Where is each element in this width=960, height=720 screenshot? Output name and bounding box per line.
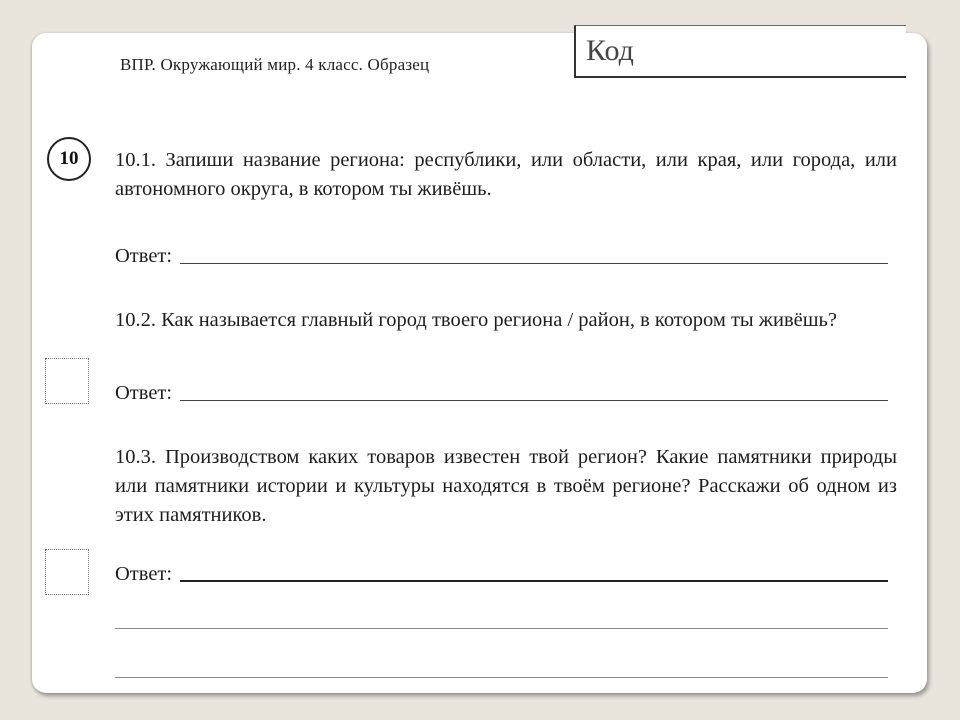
answer-extra-line[interactable] xyxy=(115,628,888,629)
answer-row-10-1[interactable] xyxy=(115,240,888,268)
worksheet-page xyxy=(32,33,927,693)
page-header-title: ВПР. Окружающий мир. 4 класс. Образец xyxy=(120,55,430,74)
code-label: Код xyxy=(586,34,634,67)
question-10-3-text: 10.3. Производством каких товаров известен твой регион? Какие памятники природы или памятники истории и культуры находятся в твоём регионе? Расскажи об одном из этих памятников. xyxy=(115,446,897,526)
score-box-10-2[interactable] xyxy=(45,358,89,404)
answer-label: Ответ: xyxy=(115,563,173,585)
question-10-1-text: 10.1. Запиши название региона: республики, или области, или края, или города, или автономного округа, в котором ты живёшь. xyxy=(115,149,897,200)
answer-line[interactable] xyxy=(180,399,888,401)
code-box xyxy=(574,25,906,78)
answer-row-10-2[interactable] xyxy=(115,377,888,405)
answer-extra-line[interactable] xyxy=(115,677,888,678)
answer-label: Ответ: xyxy=(115,382,173,404)
score-box-10-3[interactable] xyxy=(45,549,89,595)
question-10-2-text: 10.2. Как называется главный город твоего региона / район, в котором ты живёшь? xyxy=(115,309,837,331)
answer-line[interactable] xyxy=(180,262,888,264)
answer-row-10-3[interactable] xyxy=(115,558,888,586)
answer-line[interactable] xyxy=(180,579,888,582)
answer-label: Ответ: xyxy=(115,245,173,267)
task-number-badge: 10 xyxy=(47,137,91,181)
